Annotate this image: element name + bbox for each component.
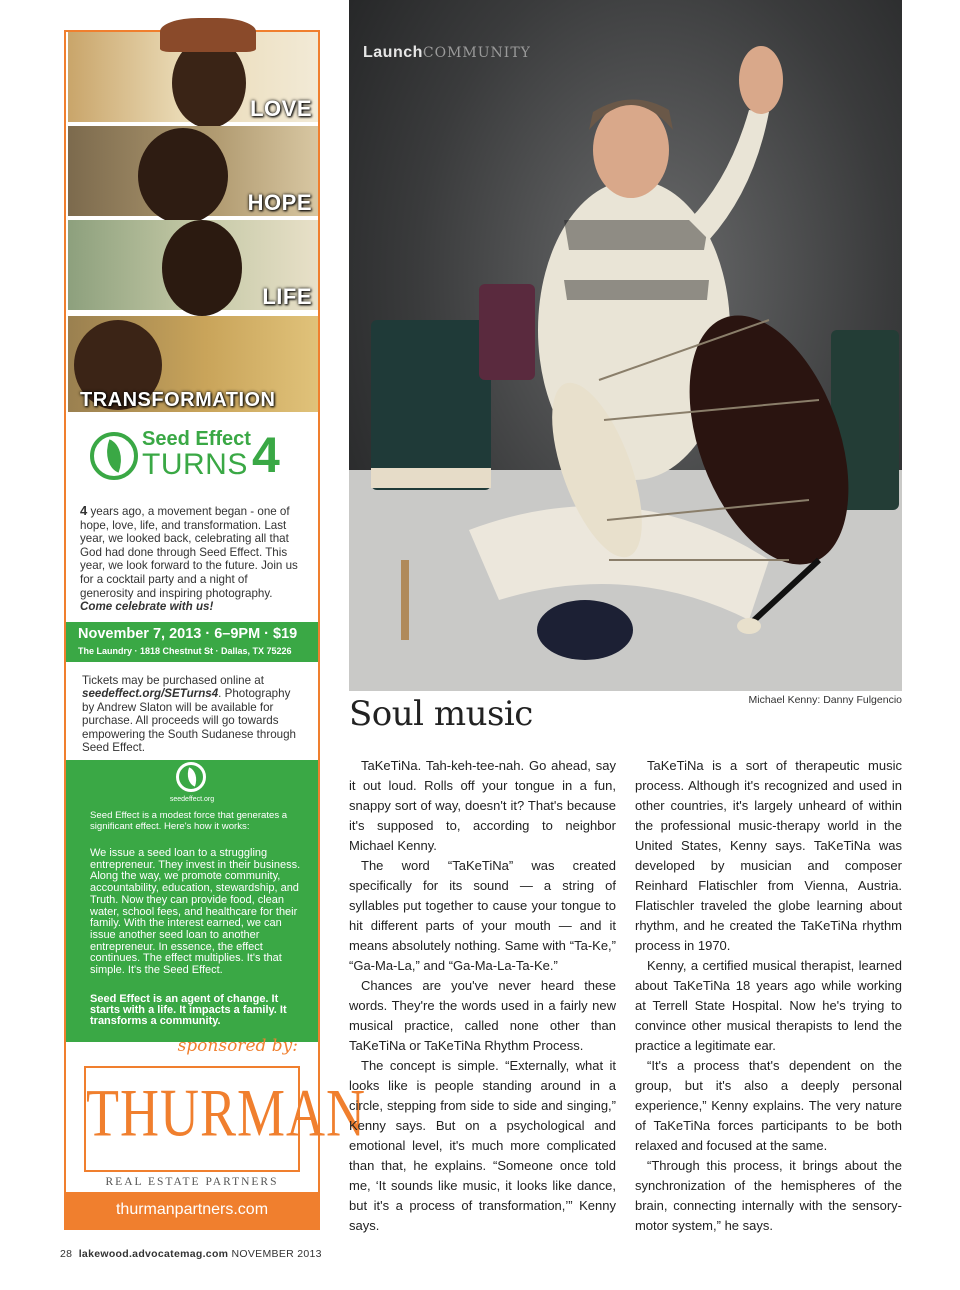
logo-number: 4 <box>252 427 280 483</box>
ad-word-hope: HOPE <box>247 190 312 215</box>
article-headline: Soul music <box>349 694 533 734</box>
beater-head <box>737 618 761 634</box>
paragraph: Kenny, a certified musical therapist, learned about TaKeTiNa 18 years ago while working at Terrell State Hospital. Now he's trying to convince other musical therapists to lend the practice a legitimate ear. <box>635 958 902 1053</box>
face-image <box>162 220 242 316</box>
paragraph: TaKeTiNa is a sort of therapeutic music process. Although it's recognized and used in other countries, it's largely unheard of within the professional music-therapy world in the United States, Kenny says. TaKeTiNa was developed by musician and composer Reinhard Flatischler from Vienna, Austria. Flatischler traveled the globe learning about rhythm, and he created the TaKeTiNa rhythm process in 1970. <box>635 758 902 953</box>
ad-green-panel <box>66 760 318 1042</box>
ad-word-love: LOVE <box>250 96 312 121</box>
drum-rim <box>371 468 491 488</box>
paragraph: “It's a process that's dependent on the group, but it's also a deeply personal experience,” Kenny explains. The very nature of TaKeTiNa forces participants to be both relaxed and focused at the same. <box>635 1058 902 1153</box>
leaf-icon <box>90 432 138 480</box>
photo-credit: Michael Kenny: Danny Fulgencio <box>748 694 902 706</box>
page-footer <box>60 1248 322 1260</box>
event-date: November 7, 2013 · 6–9PM · $19 <box>78 626 298 642</box>
logo-name: Seed Effect <box>142 428 251 450</box>
kicker-community: COMMUNITY <box>422 45 531 61</box>
hero-photo <box>349 0 902 691</box>
paragraph: TaKeTiNa. Tah-keh-tee-nah. Go ahead, say it out loud. Rolls off your tongue in a fun, snappy sort of way, doesn't it? That's because it's supposed to, according to neighbor Michael Kenny. <box>349 758 616 853</box>
sponsor-logo <box>84 1066 367 1172</box>
tickets-link[interactable]: seedeffect.org/SETurns4 <box>82 687 219 701</box>
shirt-stripe <box>564 280 709 300</box>
green-paragraph-1: Seed Effect is a modest force that generates a significant effect. Here's how it works: <box>90 810 288 832</box>
sponsor-url[interactable]: thurmanpartners.com <box>66 1192 318 1228</box>
shirt-stripe <box>564 220 709 250</box>
ad-word-transformation: TRANSFORMATION <box>80 389 276 411</box>
seed-effect-ad <box>64 30 367 1230</box>
paragraph: The concept is simple. “Externally, what it looks like is people standing around in a circle, stepping from side to side and singing,” Kenny says. But on a psychological and emotional level, it's much more complicated than that, he explains. “Someone once told me, ‘It sounds like music, it looks like dance, but it's a process of transformation,’” Kenny says. <box>349 1058 616 1233</box>
green-paragraph-3: Seed Effect is an agent of change. It starts with a life. It impacts a family. It transforms a community. <box>90 993 287 1027</box>
sponsor-subtitle: REAL ESTATE PARTNERS <box>105 1176 279 1188</box>
paragraph: “Through this process, it brings about the synchronization of the hemispheres of the brain, connecting internally with the sensory-motor system,” he says. <box>635 1158 902 1233</box>
footer-issue: NOVEMBER 2013 <box>231 1248 322 1260</box>
ad-intro-text <box>80 504 304 614</box>
intro-cta: Come celebrate with us! <box>80 600 214 614</box>
footer-site: lakewood.advocatemag.com <box>78 1248 229 1260</box>
sponsor-logo-text: THURMAN <box>86 1075 367 1151</box>
drummer-illustration <box>349 0 902 691</box>
intro-body: years ago, a movement began - one of hope, love, life, and transformation. Last year, we looked back, celebrating all that God had done through Seed Effect. This year, we look forward to the future. Join us for a cocktail party and a night of generosity and inspiring photography. <box>80 505 298 600</box>
green-paragraph-2: We issue a seed loan to a struggling entrepreneur. They invest in their business. Along the way, we promote community, accountability, education, stewardship, and Truth. Now they can provide food, clean water, school fees, and healthcare for their family. With the interest earned, we can issue another seed loan to another entrepreneur. In essence, the effect continues. The effect multiplies. It's that simple. It's the Seed Effect. <box>90 847 301 977</box>
ad-photo-transformation <box>68 316 318 412</box>
leaf-icon <box>176 762 206 792</box>
ad-photo-love <box>68 32 318 122</box>
ad-word-life: LIFE <box>262 284 312 309</box>
sponsored-by-label: sponsored by: <box>177 1036 298 1056</box>
event-banner <box>66 622 318 662</box>
headscarf-image <box>160 18 256 52</box>
mini-logo-url: seedeffect.org <box>169 796 215 803</box>
kicker-launch: Launch <box>363 44 423 61</box>
sock <box>537 600 633 660</box>
paragraph: The word “TaKeTiNa” was created specifically for its sound — a string of syllables put together to cause your tongue to hit different parts of your mouth — and it means absolutely nothing. Same with “Ta-Ke,” “Ga-Ma-La,” and “Ga-Ma-La-Ta-Ke.” <box>349 858 616 973</box>
article-column-2 <box>635 756 902 1236</box>
intro-lead: 4 <box>80 503 88 518</box>
drum-stick <box>401 560 409 640</box>
tickets-rest: . Photography by Andrew Slaton will be available for purchase. All proceeds will go towards empowering the South Sudanese through Seed Effect. <box>82 687 296 755</box>
drum-back-left <box>371 320 491 490</box>
ticket-info <box>82 674 304 754</box>
raised-hand <box>739 46 783 114</box>
raised-arm <box>689 110 769 240</box>
page-number: 28 <box>60 1248 73 1260</box>
drum-back-purple <box>479 284 535 380</box>
head <box>593 102 669 198</box>
section-kicker <box>363 44 531 62</box>
ad-photo-hope <box>68 126 318 216</box>
seed-effect-logo <box>90 428 300 488</box>
paragraph: Chances are you've never heard these words. They're the words used in a fairly new musical practice, called none other than TaKeTiNa or TaKeTiNa Rhythm Process. <box>349 978 616 1053</box>
face-image <box>138 128 228 224</box>
tickets-text: Tickets may be purchased online at <box>82 674 264 687</box>
ad-photo-life <box>68 220 318 310</box>
logo-turns: TURNS <box>142 448 248 481</box>
article-column-1 <box>349 756 616 1236</box>
event-venue: The Laundry · 1818 Chestnut St · Dallas, TX 75226 <box>78 646 292 656</box>
